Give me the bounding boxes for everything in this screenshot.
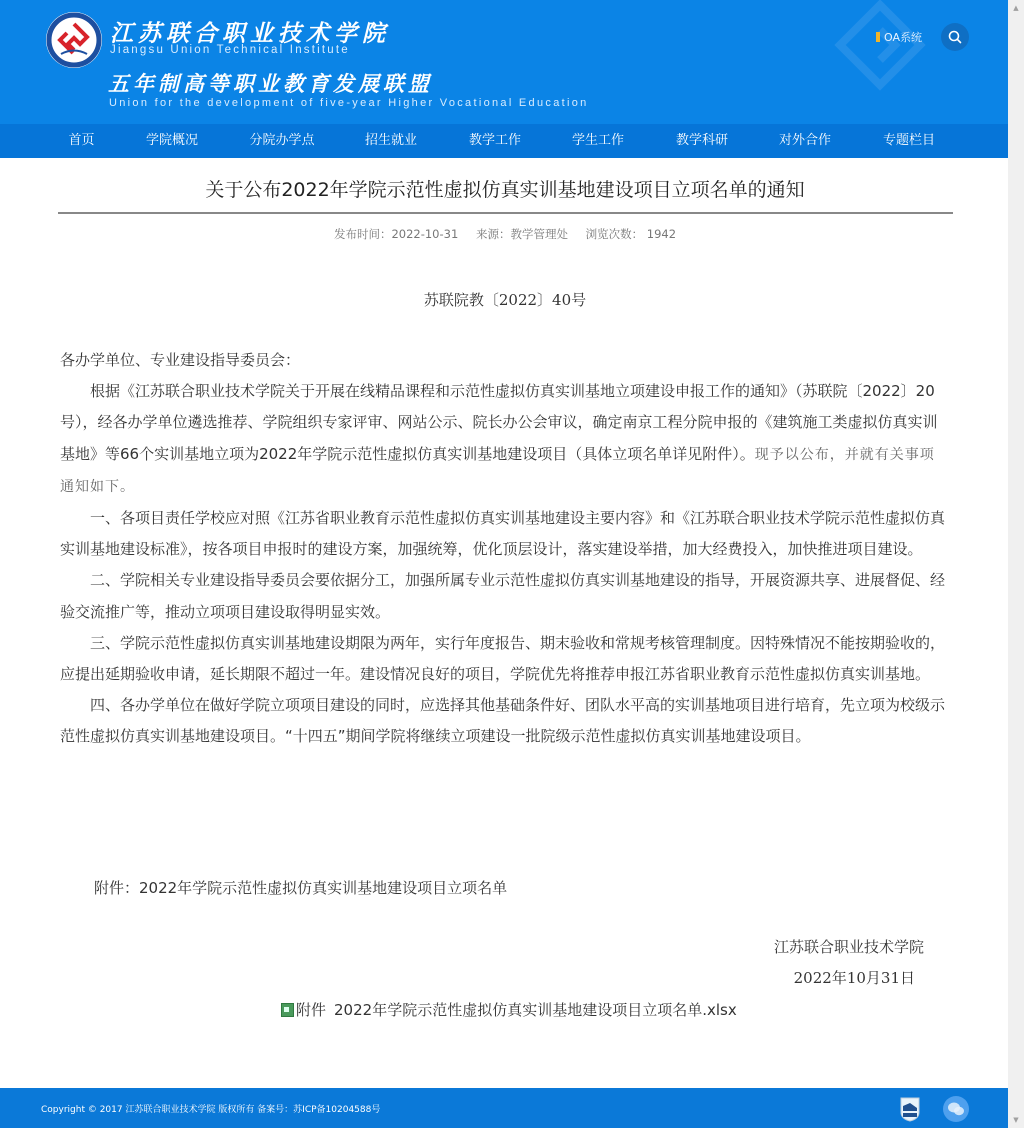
site-header: [0, 0, 1010, 124]
paragraph-item-2: 二、学院相关专业建设指导委员会要依据分工，加强所属专业示范性虚拟仿真实训基地建设的指导，开展资源共享、进展督促、经验交流推广等，推动立项项目建设取得明显实效。: [60, 571, 946, 621]
scroll-up-arrow-icon[interactable]: ▲: [1013, 4, 1019, 12]
excel-file-icon: [281, 1003, 294, 1017]
document-number: 苏联院教〔2022〕40号: [423, 291, 587, 309]
nav-item-students[interactable]: 学生工作: [571, 133, 624, 148]
nav-item-teaching[interactable]: 教学工作: [468, 133, 521, 148]
paragraph-intro-tail: 现予以公布，并就有关事项通知如下。: [60, 446, 935, 495]
attachment-prefix: 附件: [296, 1001, 327, 1019]
article-body: [60, 345, 945, 753]
nav-item-topics[interactable]: 专题栏目: [882, 133, 935, 148]
signature-organization: 江苏联合职业技术学院: [773, 938, 924, 956]
union-name-cn: 五年制高等职业教育发展联盟: [108, 71, 433, 96]
view-count: 浏览次数： 1942: [585, 227, 677, 241]
paragraph-intro: [60, 376, 945, 503]
vertical-scrollbar[interactable]: [1008, 0, 1024, 1128]
wechat-icon: [947, 1101, 965, 1117]
search-icon: [948, 30, 962, 44]
paragraph-item-1: 一、各项目责任学校应对照《江苏省职业教育示范性虚拟仿真实训基地建设主要内容》和《江苏联合职业技术学院示范性虚拟仿真实训基地建设标准》，按各项目申报时的建设方案，加强统筹，优化顶层设计，落实建设举措，加大经费投入，加快推进项目建设。: [60, 509, 946, 559]
oa-system-link[interactable]: [876, 29, 922, 45]
union-name-en: Union for the development of five-year Higher Vocational Education: [109, 97, 589, 109]
search-button[interactable]: [941, 23, 969, 51]
nav-item-home[interactable]: 首页: [68, 133, 95, 148]
article-meta: [0, 226, 1010, 242]
watermark-logo-icon: [820, 0, 940, 110]
article-source: 来源：教学管理处: [475, 227, 568, 241]
copyright-text: Copyright © 2017 江苏联合职业技术学院 版权所有 备案号：苏ICP备10204588号: [41, 1105, 381, 1115]
signature-date: 2022年10月31日: [793, 969, 915, 987]
attachment-note: 附件：2022年学院示范性虚拟仿真实训基地建设项目立项名单: [94, 879, 508, 897]
paragraph-item-3: 三、学院示范性虚拟仿真实训基地建设期限为两年，实行年度报告、期末验收和常规考核管理制度。因特殊情况不能按期验收的，应提出延期验收申请，延长期限不超过一年。建设情况良好的项目，学院优先将推荐申报江苏省职业教育示范性虚拟仿真实训基地。: [60, 633, 946, 684]
nav-item-research[interactable]: 教学科研: [675, 133, 728, 148]
school-logo-icon: [45, 11, 103, 69]
paragraph-item-4: 四、各办学单位在做好学院立项项目建设的同时，应选择其他基础条件好、团队水平高的实训基地项目进行培育，先立项为校级示范性虚拟仿真实训基地建设项目。“十四五”期间学院将继续立项建设一批院级示范性虚拟仿真实训基地建设项目。: [60, 696, 946, 746]
attachment-filename: 2022年学院示范性虚拟仿真实训基地建设项目立项名单.xlsx: [334, 1001, 737, 1019]
nav-item-about[interactable]: 学院概况: [145, 133, 198, 148]
main-nav: [0, 124, 1010, 158]
article-title: 关于公布2022年学院示范性虚拟仿真实训基地建设项目立项名单的通知: [205, 179, 805, 201]
publish-time: 发布时间：2022-10-31: [333, 227, 459, 241]
paragraph-intro-main: 根据《江苏联合职业技术学院关于开展在线精品课程和示范性虚拟仿真实训基地立项建设申报工作的通知》（苏联院〔2022〕20号），经各办学单位遴选推荐、学院组织专家评审、网站公示、院长办公会审议，确定南京工程分院申报的《建筑施工类虚拟仿真实训基地》等66个实训基地立项为2022年学院示范性虚拟仿真实训基地建设项目（具体立项名单详见附件）。: [60, 382, 938, 463]
nav-item-branches[interactable]: 分院办学点: [249, 133, 315, 148]
oa-label: OA系统: [884, 31, 922, 44]
nav-item-cooperation[interactable]: 对外合作: [778, 133, 831, 148]
school-name-cn: 江苏联合职业技术学院: [110, 20, 390, 47]
attachment-download-link[interactable]: [281, 999, 737, 1020]
nav-item-admissions[interactable]: 招生就业: [364, 133, 417, 148]
site-footer: [0, 1088, 1010, 1128]
badge-icon[interactable]: [899, 1096, 921, 1122]
wechat-button[interactable]: [943, 1096, 969, 1122]
title-divider: [58, 212, 953, 214]
oa-marker-icon: [876, 32, 880, 42]
scroll-down-arrow-icon[interactable]: ▼: [1013, 1116, 1019, 1124]
salutation: 各办学单位、专业建设指导委员会：: [60, 351, 301, 369]
school-name-en: Jiangsu Union Technical Institute: [110, 44, 350, 56]
